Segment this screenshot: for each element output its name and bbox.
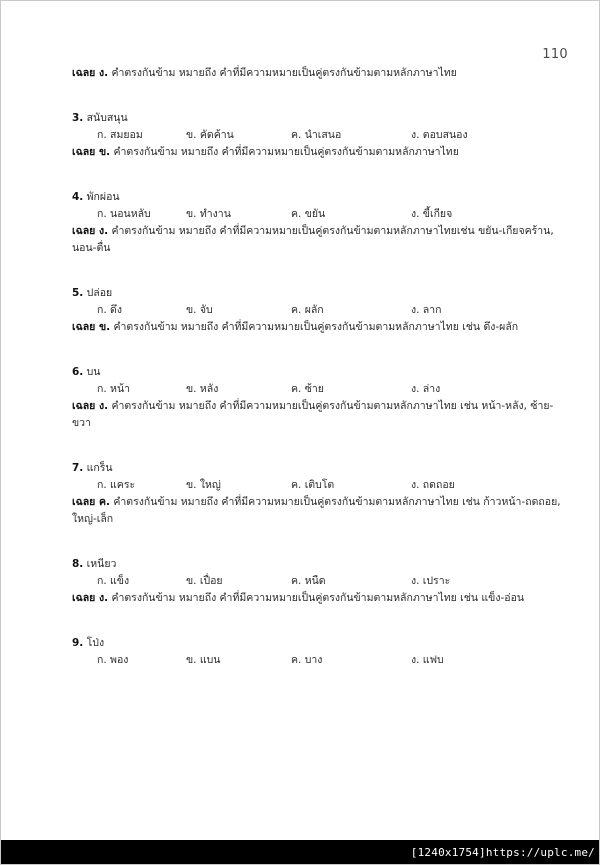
- answer-prefix-6: เฉลย ง.: [72, 400, 109, 412]
- question-block-5: [72, 285, 571, 336]
- choice-7-c[interactable]: ค. เติบโต: [291, 479, 335, 491]
- choice-7-b[interactable]: ข. ใหญ่: [186, 479, 221, 491]
- question-number-6: 6.: [72, 366, 84, 378]
- spacer: [72, 257, 571, 285]
- answer-explanation-continued: [72, 65, 571, 82]
- choice-3-d[interactable]: ง. ตอบสนอง: [411, 129, 468, 141]
- answer-explanation-6: [72, 398, 571, 432]
- question-text-4: พักผ่อน: [83, 191, 120, 203]
- question-stem-8: [72, 556, 571, 573]
- answer-body-7: คำตรงกันข้าม หมายถึง คำที่มีความหมายเป็นคู่ตรงกันข้ามตามหลักภาษาไทย เช่น ก้าวหน้า-ถดถอย, ใหญ่-เล็ก: [72, 496, 561, 525]
- question-number-9: 9.: [72, 637, 84, 649]
- question-text-7: แกร็น: [83, 462, 113, 474]
- choice-row-6: [72, 381, 571, 398]
- choice-row-8: [72, 573, 571, 590]
- question-number-8: 8.: [72, 558, 84, 570]
- choice-5-a[interactable]: ก. ดึง: [97, 304, 122, 316]
- page-number: 110: [542, 47, 568, 62]
- choice-8-d[interactable]: ง. เปราะ: [411, 575, 451, 587]
- choice-4-b[interactable]: ข. ทำงาน: [186, 208, 231, 220]
- answer-prefix-4: เฉลย ง.: [72, 225, 109, 237]
- answer-prefix-5: เฉลย ข.: [72, 321, 111, 333]
- question-text-9: โป่ง: [83, 637, 105, 649]
- answer-body-8: คำตรงกันข้าม หมายถึง คำที่มีความหมายเป็นคู่ตรงกันข้ามตามหลักภาษาไทย เช่น แข็ง-อ่อน: [108, 592, 525, 604]
- answer-body: คำตรงกันข้าม หมายถึง คำที่มีความหมายเป็นคู่ตรงกันข้ามตามหลักภาษาไทย: [108, 67, 457, 79]
- page-content: [72, 65, 571, 669]
- watermark-text[interactable]: [1240x1754]https://uplc.me/: [410, 845, 595, 859]
- question-number-7: 7.: [72, 462, 84, 474]
- answer-body-6: คำตรงกันข้าม หมายถึง คำที่มีความหมายเป็นคู่ตรงกันข้ามตามหลักภาษาไทย เช่น หน้า-หลัง, ซ้าย-ขวา: [72, 400, 554, 429]
- choice-3-b[interactable]: ข. คัดค้าน: [186, 129, 234, 141]
- choice-8-b[interactable]: ข. เปื่อย: [186, 575, 223, 587]
- choice-6-d[interactable]: ง. ล่าง: [411, 383, 441, 395]
- question-text-3: สนับสนุน: [83, 112, 128, 124]
- choice-9-a[interactable]: ก. พอง: [97, 654, 129, 666]
- question-number-3: 3.: [72, 112, 84, 124]
- question-stem-7: [72, 460, 571, 477]
- choice-8-a[interactable]: ก. แข็ง: [97, 575, 130, 587]
- answer-prefix-3: เฉลย ข.: [72, 146, 111, 158]
- choice-8-c[interactable]: ค. หนืด: [291, 575, 326, 587]
- choice-row-5: [72, 302, 571, 319]
- answer-explanation-8: [72, 590, 571, 607]
- choice-row-9: [72, 652, 571, 669]
- choice-9-b[interactable]: ข. แบน: [186, 654, 221, 666]
- question-stem-9: [72, 635, 571, 652]
- question-block-8: [72, 556, 571, 607]
- choice-4-a[interactable]: ก. นอนหลับ: [97, 208, 151, 220]
- choice-3-a[interactable]: ก. สมยอม: [97, 129, 143, 141]
- question-stem-6: [72, 364, 571, 381]
- choice-row-7: [72, 477, 571, 494]
- question-stem-4: [72, 189, 571, 206]
- choice-6-c[interactable]: ค. ซ้าย: [291, 383, 324, 395]
- choice-4-d[interactable]: ง. ขี้เกียจ: [411, 208, 453, 220]
- question-text-6: บน: [83, 366, 101, 378]
- spacer: [72, 528, 571, 556]
- question-number-4: 4.: [72, 191, 84, 203]
- question-block-6: [72, 364, 571, 432]
- choice-7-d[interactable]: ง. ถดถอย: [411, 479, 455, 491]
- question-stem-5: [72, 285, 571, 302]
- question-block-9: [72, 635, 571, 669]
- question-block-7: [72, 460, 571, 528]
- choice-9-c[interactable]: ค. บาง: [291, 654, 323, 666]
- question-block-4: [72, 189, 571, 257]
- choice-6-b[interactable]: ข. หลัง: [186, 383, 219, 395]
- spacer: [72, 161, 571, 189]
- answer-body-4: คำตรงกันข้าม หมายถึง คำที่มีความหมายเป็นคู่ตรงกันข้ามตามหลักภาษาไทยเช่น ขยัน-เกียจคร้าน, นอน-ตื่น: [72, 225, 554, 254]
- answer-explanation-3: [72, 144, 571, 161]
- answer-prefix: เฉลย ง.: [72, 67, 109, 79]
- question-number-5: 5.: [72, 287, 84, 299]
- choice-row-4: [72, 206, 571, 223]
- choice-5-d[interactable]: ง. ลาก: [411, 304, 442, 316]
- choice-row-3: [72, 127, 571, 144]
- spacer: [72, 336, 571, 364]
- spacer: [72, 432, 571, 460]
- answer-prefix-7: เฉลย ค.: [72, 496, 110, 508]
- choice-6-a[interactable]: ก. หน้า: [97, 383, 131, 395]
- choice-4-c[interactable]: ค. ขยัน: [291, 208, 326, 220]
- choice-5-b[interactable]: ข. จับ: [186, 304, 213, 316]
- choice-3-c[interactable]: ค. นำเสนอ: [291, 129, 342, 141]
- question-block-3: [72, 110, 571, 161]
- answer-body-3: คำตรงกันข้าม หมายถึง คำที่มีความหมายเป็นคู่ตรงกันข้ามตามหลักภาษาไทย: [110, 146, 459, 158]
- answer-explanation-4: [72, 223, 571, 257]
- question-stem-3: [72, 110, 571, 127]
- answer-prefix-8: เฉลย ง.: [72, 592, 109, 604]
- choice-5-c[interactable]: ค. ผลัก: [291, 304, 324, 316]
- watermark-bar: [1, 840, 600, 864]
- answer-explanation-5: [72, 319, 571, 336]
- question-text-8: เหนียว: [83, 558, 117, 570]
- spacer: [72, 607, 571, 635]
- choice-7-a[interactable]: ก. แคระ: [97, 479, 136, 491]
- spacer: [72, 82, 571, 110]
- choice-9-d[interactable]: ง. แฟบ: [411, 654, 444, 666]
- answer-body-5: คำตรงกันข้าม หมายถึง คำที่มีความหมายเป็นคู่ตรงกันข้ามตามหลักภาษาไทย เช่น ดึง-ผลัก: [110, 321, 519, 333]
- question-text-5: ปล่อย: [83, 287, 113, 299]
- answer-explanation-7: [72, 494, 571, 528]
